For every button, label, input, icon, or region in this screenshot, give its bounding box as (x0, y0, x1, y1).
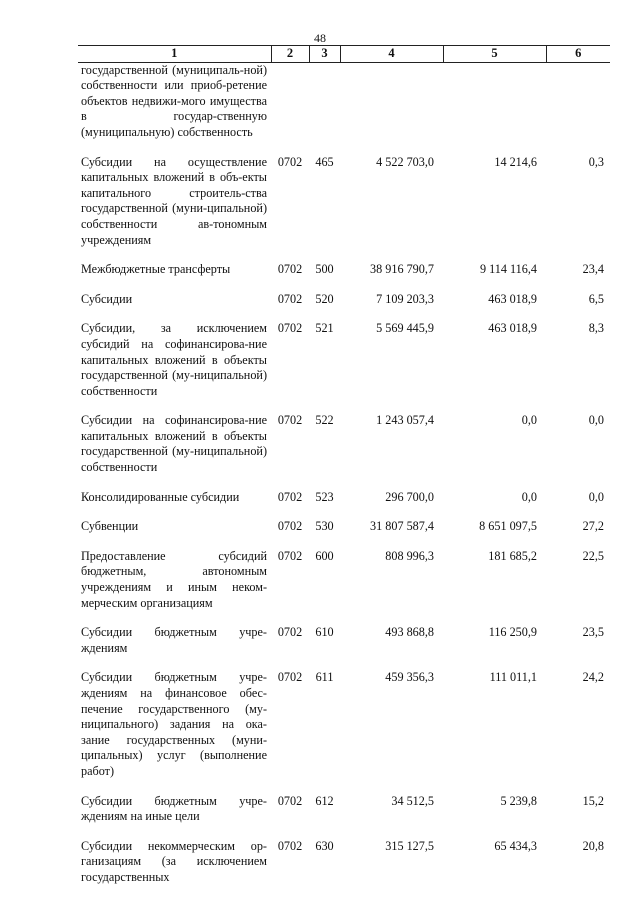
row-name: Субсидии бюджетным учре-ждениям на финансовое обес-печение государственного (му-ниципального) задания на ока-зание государственных (муни-ципальных) услуг (выполнение работ) (81, 670, 267, 778)
row-type-code: 530 (315, 519, 334, 534)
table-row (78, 321, 610, 413)
header-col-4: 4 (340, 46, 443, 63)
page-number: 48 (314, 31, 326, 45)
row-type-code: 523 (315, 489, 334, 504)
row-percent: 0,0 (588, 413, 604, 428)
table-row (78, 490, 610, 520)
table-row (78, 155, 610, 263)
header-col-5: 5 (443, 46, 546, 63)
table-row (78, 839, 610, 900)
row-plan-value: 808 996,3 (385, 548, 434, 563)
row-type-code (309, 62, 340, 154)
row-section-code: 0702 (277, 321, 303, 336)
row-actual-value: 111 011,1 (489, 670, 537, 685)
table-row (78, 625, 610, 670)
row-percent: 20,8 (582, 838, 604, 853)
table-header-row (78, 46, 610, 63)
row-plan-value: 493 868,8 (385, 625, 434, 640)
row-plan-value: 4 522 703,0 (376, 154, 434, 169)
table-row (78, 549, 610, 625)
header-col-1: 1 (78, 46, 271, 63)
row-actual-value: 8 651 097,5 (479, 519, 537, 534)
header-col-3: 3 (309, 46, 340, 63)
row-actual-value: 14 214,6 (494, 154, 537, 169)
table-row (78, 794, 610, 839)
row-percent: 23,5 (582, 625, 604, 640)
row-actual-value: 5 239,8 (500, 793, 537, 808)
row-type-code: 612 (315, 793, 334, 808)
row-name: Субвенции (81, 519, 139, 534)
row-section-code: 0702 (277, 413, 303, 428)
row-type-code: 522 (315, 413, 334, 428)
row-plan-value: 459 356,3 (385, 670, 434, 685)
row-percent (546, 62, 610, 154)
row-type-code: 610 (315, 625, 334, 640)
row-section-code: 0702 (277, 793, 303, 808)
row-actual-value: 116 250,9 (488, 625, 537, 640)
table-body (78, 62, 610, 899)
row-percent: 15,2 (582, 793, 604, 808)
header-col-2: 2 (271, 46, 309, 63)
row-section-code (271, 62, 309, 154)
row-name: Предоставление субсидий бюджетным, автономным учреждениям и иным неком-мерческим организациям (81, 548, 267, 610)
row-percent: 0,3 (588, 154, 604, 169)
row-actual-value: 0,0 (521, 489, 537, 504)
row-plan-value: 34 512,5 (391, 793, 434, 808)
row-type-code: 520 (315, 291, 334, 306)
row-name: государственной (муниципаль-ной) собственности или приоб-ретение объектов недвижи-мого имущества в государ-ственную (муниципальную) собственность (81, 62, 267, 139)
row-actual-value: 181 685,2 (488, 548, 537, 563)
row-type-code: 465 (315, 154, 334, 169)
row-name: Субсидии бюджетным учре-ждениям на иные цели (81, 793, 267, 824)
table-row (78, 413, 610, 489)
row-section-code: 0702 (277, 625, 303, 640)
row-section-code: 0702 (277, 670, 303, 685)
row-section-code: 0702 (277, 262, 303, 277)
row-name: Субсидии некоммерческим ор-ганизациям (за исключением государственных (81, 838, 267, 884)
row-percent: 6,5 (588, 291, 604, 306)
row-name: Межбюджетные трансферты (81, 262, 231, 277)
row-actual-value: 463 018,9 (488, 321, 537, 336)
row-plan-value (340, 62, 443, 154)
row-type-code: 600 (315, 548, 334, 563)
row-type-code: 611 (315, 670, 334, 685)
row-type-code: 630 (315, 838, 334, 853)
row-percent: 22,5 (582, 548, 604, 563)
row-name: Субсидии (81, 291, 133, 306)
row-plan-value: 1 243 057,4 (376, 413, 434, 428)
row-actual-value: 65 434,3 (494, 838, 537, 853)
budget-table (78, 45, 610, 900)
row-name: Субсидии на осуществление капитальных вложений в объ-екты капитального строитель-ства государственной (муни-ципальной) собственности ав-тономным учреждениям (81, 154, 267, 247)
row-actual-value: 463 018,9 (488, 291, 537, 306)
table-row (78, 262, 610, 292)
row-actual-value: 0,0 (521, 413, 537, 428)
row-name: Субсидии бюджетным учре-ждениям (81, 625, 267, 655)
row-section-code: 0702 (277, 548, 303, 563)
table-row (78, 519, 610, 549)
row-name: Субсидии, за исключением субсидий на софинансирова-ние капитальных вложений в объекты государственной (му-ниципальной) собственности (81, 321, 267, 398)
row-plan-value: 38 916 790,7 (370, 262, 434, 277)
row-section-code: 0702 (277, 838, 303, 853)
row-percent: 0,0 (588, 489, 604, 504)
row-plan-value: 31 807 587,4 (370, 519, 434, 534)
row-plan-value: 315 127,5 (385, 838, 434, 853)
row-actual-value (443, 62, 546, 154)
table-row (78, 292, 610, 322)
row-percent: 23,4 (582, 262, 604, 277)
row-section-code: 0702 (277, 154, 303, 169)
row-actual-value: 9 114 116,4 (480, 262, 537, 277)
row-plan-value: 5 569 445,9 (376, 321, 434, 336)
table-row (78, 62, 610, 154)
row-name: Консолидированные субсидии (81, 489, 240, 504)
row-percent: 24,2 (582, 670, 604, 685)
row-section-code: 0702 (277, 519, 303, 534)
row-type-code: 521 (315, 321, 334, 336)
row-percent: 27,2 (582, 519, 604, 534)
row-section-code: 0702 (277, 291, 303, 306)
table-row (78, 670, 610, 793)
row-name: Субсидии на софинансирова-ние капитальных вложений в объекты государственной (му-ниципальной) собственности (81, 413, 267, 475)
row-section-code: 0702 (277, 489, 303, 504)
row-type-code: 500 (315, 262, 334, 277)
row-plan-value: 296 700,0 (385, 489, 434, 504)
row-percent: 8,3 (588, 321, 604, 336)
row-plan-value: 7 109 203,3 (376, 291, 434, 306)
header-col-6: 6 (546, 46, 610, 63)
